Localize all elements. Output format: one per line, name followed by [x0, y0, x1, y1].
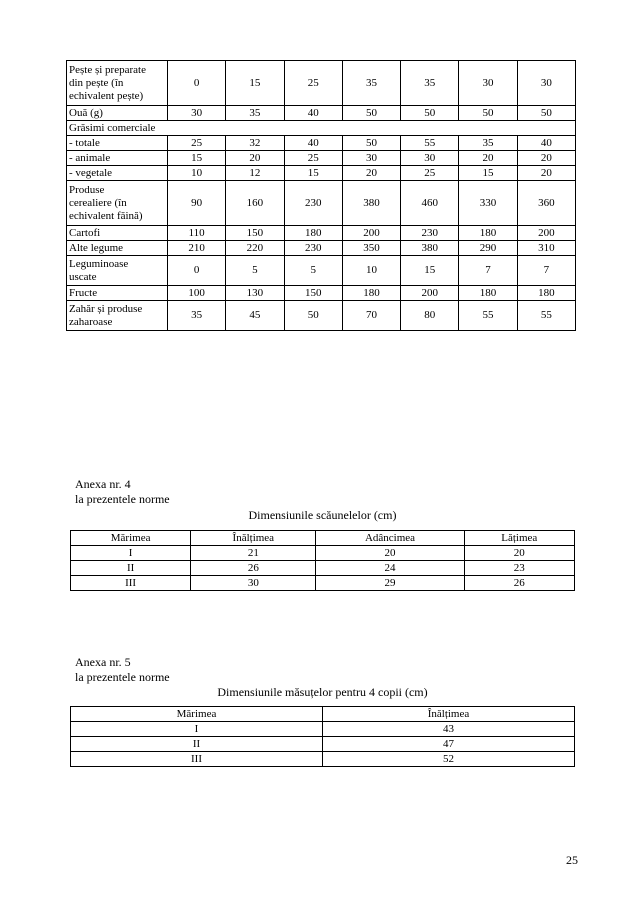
table-cell: 35: [401, 61, 459, 106]
table-cell: 90: [168, 181, 226, 226]
table-cell: 35: [459, 136, 517, 151]
table-cell: 30: [401, 151, 459, 166]
table-cell: 20: [517, 166, 575, 181]
table-row: [71, 722, 575, 737]
table-cell: II: [71, 561, 191, 576]
page-number: 25: [566, 853, 578, 867]
table-row: [67, 166, 576, 181]
annex4-heading: [75, 477, 170, 507]
row-label: [67, 61, 168, 106]
annex4-heading-line1: Anexa nr. 4: [75, 477, 131, 491]
table-row: [67, 241, 576, 256]
table-cell: 26: [191, 561, 316, 576]
table-row: [67, 61, 576, 106]
row-label-line: Produse: [69, 183, 105, 196]
table-cell: 180: [517, 286, 575, 301]
table-cell: 26: [464, 576, 574, 591]
table-cell: 30: [459, 61, 517, 106]
table-cell: 25: [401, 166, 459, 181]
food-norms-table: [66, 60, 576, 331]
table-cell: 230: [401, 226, 459, 241]
table-cell: I: [71, 546, 191, 561]
table-cell: 15: [168, 151, 226, 166]
table-cell: 30: [342, 151, 400, 166]
table-cell: 15: [459, 166, 517, 181]
row-label-line: din pește (în: [69, 76, 124, 89]
table-cell: 200: [517, 226, 575, 241]
table-cell: 160: [226, 181, 284, 226]
table-cell: 5: [284, 256, 342, 286]
header-cell: Înălțimea: [191, 531, 316, 546]
table-row: [67, 136, 576, 151]
row-label-line: - vegetale: [69, 166, 113, 179]
table-cell: 15: [401, 256, 459, 286]
table-cell: 55: [517, 301, 575, 331]
row-label: [67, 121, 576, 136]
table-cell: 35: [342, 61, 400, 106]
table-cell: 52: [323, 752, 575, 767]
row-label-line: zaharoase: [69, 315, 113, 328]
table-cell: 200: [342, 226, 400, 241]
table-cell: 35: [168, 301, 226, 331]
table-cell: 20: [517, 151, 575, 166]
table-row: [67, 181, 576, 226]
table-cell: 24: [316, 561, 464, 576]
row-label-line: Zahăr și produse: [69, 302, 143, 315]
header-cell: Adâncimea: [316, 531, 464, 546]
table-cell: 20: [459, 151, 517, 166]
table-row: [67, 301, 576, 331]
table-cell: 32: [226, 136, 284, 151]
row-label-line: Alte legume: [69, 241, 124, 254]
table-cell: 380: [342, 181, 400, 226]
row-label-line: Ouă (g): [69, 106, 103, 119]
annex4-table-title: Dimensiunile scăunelelor (cm): [248, 508, 397, 522]
table-cell: 150: [284, 286, 342, 301]
table-cell: 40: [284, 106, 342, 121]
annex5-table-title: Dimensiunile măsuțelor pentru 4 copii (cm): [217, 685, 428, 699]
table-cell: 100: [168, 286, 226, 301]
table-cell: 43: [323, 722, 575, 737]
row-label: [67, 181, 168, 226]
row-label: [67, 136, 168, 151]
table-cell: 380: [401, 241, 459, 256]
table-row: [67, 286, 576, 301]
row-label: [67, 151, 168, 166]
table-cell: 55: [401, 136, 459, 151]
table-cell: 35: [226, 106, 284, 121]
table-cell: 20: [226, 151, 284, 166]
table-cell: 180: [284, 226, 342, 241]
annex5-heading: [75, 655, 170, 685]
table-cell: 0: [168, 256, 226, 286]
table-cell: 25: [284, 151, 342, 166]
table-cell: 330: [459, 181, 517, 226]
table-cell: 10: [168, 166, 226, 181]
row-label-line: Fructe: [69, 286, 98, 299]
table-row: [67, 226, 576, 241]
table-cell: 23: [464, 561, 574, 576]
table-cell: II: [71, 737, 323, 752]
table-cell: I: [71, 722, 323, 737]
table-row: [71, 752, 575, 767]
table-cell: 220: [226, 241, 284, 256]
table-cell: III: [71, 576, 191, 591]
row-label-line: Grăsimi comerciale: [69, 121, 156, 134]
table-cell: 50: [342, 106, 400, 121]
table-cell: 180: [459, 286, 517, 301]
table-cell: 310: [517, 241, 575, 256]
table-cell: 460: [401, 181, 459, 226]
table-cell: 180: [342, 286, 400, 301]
header-cell: Înălțimea: [323, 707, 575, 722]
table-cell: 200: [401, 286, 459, 301]
table-cell: 25: [168, 136, 226, 151]
table-cell: 5: [226, 256, 284, 286]
table-cell: 130: [226, 286, 284, 301]
table-cell: 7: [517, 256, 575, 286]
table-cell: 20: [342, 166, 400, 181]
row-label: [67, 106, 168, 121]
table-cell: 50: [284, 301, 342, 331]
table-cell: 55: [459, 301, 517, 331]
table-cell: 50: [401, 106, 459, 121]
header-cell: Lățimea: [464, 531, 574, 546]
table-row: [71, 546, 575, 561]
row-label-line: uscate: [69, 270, 97, 283]
table-row: [67, 106, 576, 121]
table-cell: 40: [284, 136, 342, 151]
table-cell: 15: [284, 166, 342, 181]
table-cell: 50: [459, 106, 517, 121]
table-header-row: [71, 531, 575, 546]
header-cell: Mărimea: [71, 707, 323, 722]
annex4-heading-line2: la prezentele norme: [75, 492, 170, 506]
table-row: [71, 576, 575, 591]
table-cell: 0: [168, 61, 226, 106]
table-row: [71, 561, 575, 576]
row-label-line: echivalent pește): [69, 89, 144, 102]
table-cell: 230: [284, 181, 342, 226]
table-cell: 180: [459, 226, 517, 241]
table-cell: 50: [517, 106, 575, 121]
table-cell: 25: [284, 61, 342, 106]
row-label-line: Pește și preparate: [69, 63, 146, 76]
table-row: [67, 151, 576, 166]
row-label: [67, 226, 168, 241]
table-cell: 30: [168, 106, 226, 121]
table-cell: 290: [459, 241, 517, 256]
table-cell: 12: [226, 166, 284, 181]
table-cell: 350: [342, 241, 400, 256]
table-cell: 150: [226, 226, 284, 241]
table-row: [67, 256, 576, 286]
row-label: [67, 241, 168, 256]
table-cell: 360: [517, 181, 575, 226]
row-label-line: - totale: [69, 136, 100, 149]
header-cell: Mărimea: [71, 531, 191, 546]
row-label: [67, 166, 168, 181]
table-cell: 7: [459, 256, 517, 286]
annex5-heading-line2: la prezentele norme: [75, 670, 170, 684]
table-cell: 47: [323, 737, 575, 752]
row-label-line: - animale: [69, 151, 111, 164]
table-row: [71, 737, 575, 752]
table-cell: 30: [517, 61, 575, 106]
table-cell: 30: [191, 576, 316, 591]
table-cell: 10: [342, 256, 400, 286]
table-row: [67, 121, 576, 136]
table-cell: 20: [316, 546, 464, 561]
row-label-line: Cartofi: [69, 226, 101, 239]
table-cell: 230: [284, 241, 342, 256]
table-cell: III: [71, 752, 323, 767]
row-label-line: Leguminoase: [69, 257, 129, 270]
table-cell: 80: [401, 301, 459, 331]
table-cell: 21: [191, 546, 316, 561]
table-cell: 70: [342, 301, 400, 331]
row-label: [67, 286, 168, 301]
table-cell: 110: [168, 226, 226, 241]
table-cell: 40: [517, 136, 575, 151]
row-label-line: echivalent făină): [69, 209, 143, 222]
row-label-line: cerealiere (în: [69, 196, 127, 209]
table-header-row: [71, 707, 575, 722]
table-cell: 50: [342, 136, 400, 151]
table-cell: 45: [226, 301, 284, 331]
row-label: [67, 256, 168, 286]
table-cell: 210: [168, 241, 226, 256]
chair-dimensions-table: [70, 530, 575, 591]
annex5-heading-line1: Anexa nr. 5: [75, 655, 131, 669]
table-dimensions-table: [70, 706, 575, 767]
table-cell: 20: [464, 546, 574, 561]
row-label: [67, 301, 168, 331]
table-cell: 15: [226, 61, 284, 106]
table-cell: 29: [316, 576, 464, 591]
